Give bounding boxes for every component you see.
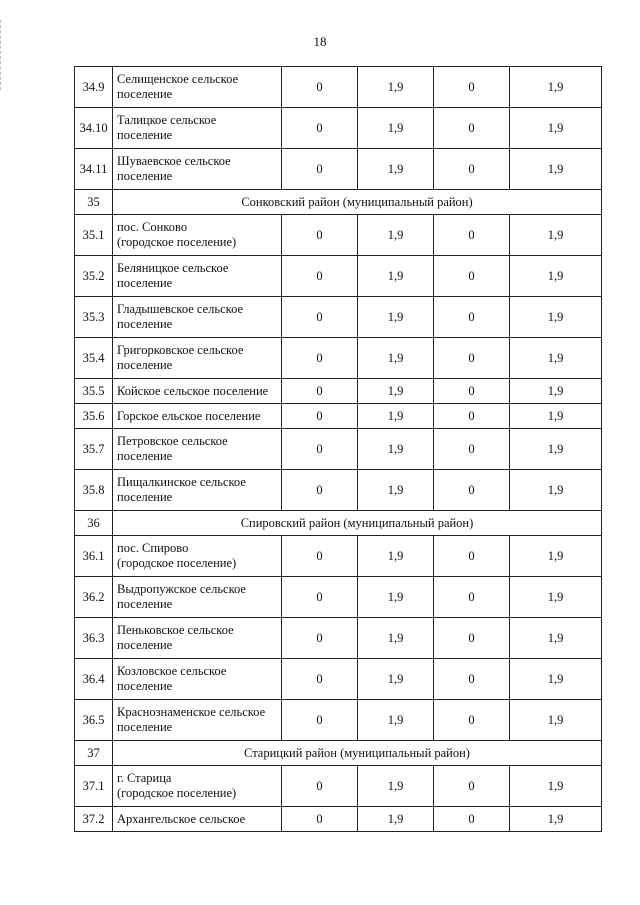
settlement-name	[113, 700, 282, 741]
row-number: 35.5	[75, 379, 113, 404]
table-row	[75, 766, 602, 807]
settlement-name	[113, 536, 282, 577]
value-col-2: 1,9	[358, 297, 434, 338]
value-col-4: 1,9	[510, 766, 602, 807]
settlement-name-line: (городское поселение)	[117, 556, 237, 570]
settlement-name-line: поселение	[117, 597, 173, 611]
value-col-1: 0	[282, 618, 358, 659]
settlement-name-line: Койское сельское поселение	[117, 383, 269, 398]
settlement-name	[113, 379, 282, 404]
value-col-1: 0	[282, 379, 358, 404]
row-number: 36.4	[75, 659, 113, 700]
value-col-4: 1,9	[510, 256, 602, 297]
settlement-name	[113, 108, 282, 149]
value-col-2: 1,9	[358, 67, 434, 108]
settlement-name-line: поселение	[117, 169, 173, 183]
value-col-4: 1,9	[510, 297, 602, 338]
value-col-4: 1,9	[510, 807, 602, 832]
row-number: 35.4	[75, 338, 113, 379]
settlement-name-line: Пеньковское сельское	[117, 623, 234, 638]
value-col-1: 0	[282, 766, 358, 807]
settlement-name-line: пос. Спирово	[117, 541, 189, 556]
settlement-name	[113, 470, 282, 511]
value-col-3: 0	[434, 659, 510, 700]
value-col-1: 0	[282, 700, 358, 741]
value-col-1: 0	[282, 108, 358, 149]
district-title: Спировский район (муниципальный район)	[113, 511, 602, 536]
value-col-3: 0	[434, 577, 510, 618]
settlement-name-line: Гладышевское сельское	[117, 302, 244, 317]
value-col-3: 0	[434, 108, 510, 149]
value-col-3: 0	[434, 766, 510, 807]
settlement-name-line: Григорковское сельское	[117, 343, 244, 358]
value-col-2: 1,9	[358, 256, 434, 297]
row-number: 36.1	[75, 536, 113, 577]
row-number: 34.9	[75, 67, 113, 108]
value-col-3: 0	[434, 215, 510, 256]
value-col-1: 0	[282, 338, 358, 379]
settlement-name-line: Пищалкинское сельское	[117, 475, 246, 490]
value-col-2: 1,9	[358, 149, 434, 190]
row-number: 35.1	[75, 215, 113, 256]
settlement-name-line: Шуваевское сельское	[117, 154, 231, 169]
value-col-3: 0	[434, 149, 510, 190]
settlement-name	[113, 297, 282, 338]
settlement-name-line: Архангельское сельское	[117, 811, 246, 826]
table-row	[75, 807, 602, 832]
value-col-2: 1,9	[358, 766, 434, 807]
page-number: 18	[313, 34, 327, 49]
value-col-2: 1,9	[358, 618, 434, 659]
value-col-2: 1,9	[358, 577, 434, 618]
settlement-name	[113, 766, 282, 807]
value-col-1: 0	[282, 577, 358, 618]
settlement-name-line: Краснознаменское сельское	[117, 705, 266, 720]
value-col-3: 0	[434, 470, 510, 511]
row-number: 35.3	[75, 297, 113, 338]
settlement-name-line: Селищенское сельское	[117, 72, 239, 87]
value-col-2: 1,9	[358, 215, 434, 256]
table-row	[75, 429, 602, 470]
settlement-name-line: (городское поселение)	[117, 235, 237, 249]
settlement-name-line: Беляницкое сельское	[117, 261, 229, 276]
district-title: Старицкий район (муниципальный район)	[113, 741, 602, 766]
settlement-name-line: г. Старица	[117, 771, 172, 786]
row-number: 36.5	[75, 700, 113, 741]
row-number: 35.6	[75, 404, 113, 429]
settlement-name	[113, 659, 282, 700]
settlement-name-line: поселение	[117, 276, 173, 290]
table-row	[75, 536, 602, 577]
settlement-name-line: Талицкое сельское	[117, 113, 217, 128]
value-col-1: 0	[282, 149, 358, 190]
value-col-4: 1,9	[510, 108, 602, 149]
value-col-3: 0	[434, 807, 510, 832]
value-col-3: 0	[434, 536, 510, 577]
row-number: 35.8	[75, 470, 113, 511]
settlement-name-line: (городское поселение)	[117, 786, 237, 800]
district-header-row	[75, 741, 602, 766]
settlement-name	[113, 338, 282, 379]
table-row	[75, 108, 602, 149]
value-col-3: 0	[434, 700, 510, 741]
value-col-1: 0	[282, 297, 358, 338]
row-number: 36	[75, 511, 113, 536]
table-row	[75, 470, 602, 511]
table-row	[75, 215, 602, 256]
value-col-4: 1,9	[510, 700, 602, 741]
district-header-row	[75, 511, 602, 536]
row-number: 34.10	[75, 108, 113, 149]
district-title: Сонковский район (муниципальный район)	[113, 190, 602, 215]
settlement-name	[113, 577, 282, 618]
value-col-1: 0	[282, 404, 358, 429]
settlement-name-line: поселение	[117, 449, 173, 463]
table-row	[75, 149, 602, 190]
value-col-2: 1,9	[358, 700, 434, 741]
row-number: 36.2	[75, 577, 113, 618]
value-col-4: 1,9	[510, 379, 602, 404]
value-col-1: 0	[282, 536, 358, 577]
settlement-name-line: поселение	[117, 87, 173, 101]
value-col-3: 0	[434, 67, 510, 108]
value-col-4: 1,9	[510, 404, 602, 429]
value-col-4: 1,9	[510, 659, 602, 700]
settlement-name	[113, 256, 282, 297]
table-row	[75, 338, 602, 379]
value-col-1: 0	[282, 659, 358, 700]
value-col-3: 0	[434, 297, 510, 338]
table-row	[75, 67, 602, 108]
value-col-3: 0	[434, 618, 510, 659]
value-col-4: 1,9	[510, 338, 602, 379]
value-col-2: 1,9	[358, 470, 434, 511]
settlement-name-line: пос. Сонково	[117, 220, 188, 235]
row-number: 34.11	[75, 149, 113, 190]
table-row	[75, 659, 602, 700]
table-row	[75, 379, 602, 404]
value-col-3: 0	[434, 338, 510, 379]
table-row	[75, 256, 602, 297]
settlement-name-line: поселение	[117, 358, 173, 372]
settlement-name-line: поселение	[117, 490, 173, 504]
value-col-4: 1,9	[510, 470, 602, 511]
value-col-3: 0	[434, 379, 510, 404]
value-col-4: 1,9	[510, 429, 602, 470]
settlement-name-line: поселение	[117, 679, 173, 693]
settlement-name	[113, 149, 282, 190]
allocation-table	[74, 66, 602, 832]
value-col-1: 0	[282, 256, 358, 297]
settlement-name	[113, 807, 282, 832]
settlement-name	[113, 429, 282, 470]
value-col-2: 1,9	[358, 338, 434, 379]
table-row	[75, 297, 602, 338]
settlement-name-line: Выдропужское сельское	[117, 582, 246, 597]
value-col-1: 0	[282, 67, 358, 108]
table-body	[75, 67, 602, 832]
row-number: 37	[75, 741, 113, 766]
table-row	[75, 577, 602, 618]
settlement-name-line: Петровское сельское	[117, 434, 228, 449]
district-header-row	[75, 190, 602, 215]
settlement-name	[113, 618, 282, 659]
value-col-3: 0	[434, 429, 510, 470]
value-col-2: 1,9	[358, 379, 434, 404]
row-number: 35	[75, 190, 113, 215]
settlement-name-line: поселение	[117, 720, 173, 734]
value-col-1: 0	[282, 215, 358, 256]
value-col-4: 1,9	[510, 67, 602, 108]
settlement-name-line: поселение	[117, 317, 173, 331]
table-row	[75, 404, 602, 429]
value-col-1: 0	[282, 429, 358, 470]
scan-edge-mark	[0, 20, 4, 90]
table-row	[75, 618, 602, 659]
value-col-2: 1,9	[358, 404, 434, 429]
row-number: 35.7	[75, 429, 113, 470]
value-col-2: 1,9	[358, 659, 434, 700]
value-col-2: 1,9	[358, 429, 434, 470]
settlement-name-line: поселение	[117, 128, 173, 142]
value-col-4: 1,9	[510, 577, 602, 618]
row-number: 37.2	[75, 807, 113, 832]
row-number: 35.2	[75, 256, 113, 297]
settlement-name	[113, 404, 282, 429]
row-number: 36.3	[75, 618, 113, 659]
value-col-4: 1,9	[510, 536, 602, 577]
table-row	[75, 700, 602, 741]
row-number: 37.1	[75, 766, 113, 807]
value-col-1: 0	[282, 807, 358, 832]
settlement-name-line: Горское ельское поселение	[117, 408, 261, 423]
value-col-4: 1,9	[510, 149, 602, 190]
settlement-name-line: Козловское сельское	[117, 664, 227, 679]
value-col-2: 1,9	[358, 807, 434, 832]
value-col-4: 1,9	[510, 215, 602, 256]
value-col-4: 1,9	[510, 618, 602, 659]
value-col-3: 0	[434, 404, 510, 429]
settlement-name-line: поселение	[117, 638, 173, 652]
value-col-1: 0	[282, 470, 358, 511]
settlement-name	[113, 215, 282, 256]
value-col-2: 1,9	[358, 108, 434, 149]
settlement-name	[113, 67, 282, 108]
value-col-3: 0	[434, 256, 510, 297]
value-col-2: 1,9	[358, 536, 434, 577]
